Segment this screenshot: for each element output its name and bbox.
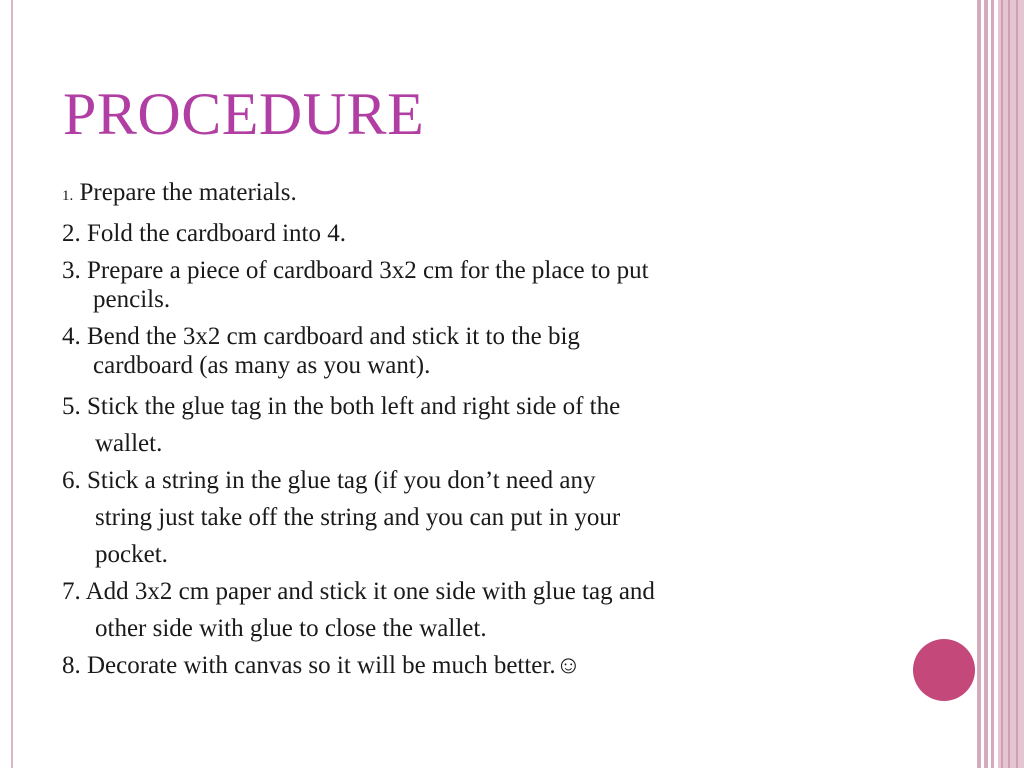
procedure-step — [62, 178, 902, 211]
decorative-stripe — [1016, 0, 1018, 768]
procedure-list — [62, 178, 902, 684]
step-text: Stick the glue tag in the both left and right side of the — [87, 393, 621, 420]
step-first-line — [62, 647, 902, 684]
step-number: 5. — [62, 393, 81, 420]
step-number: 3. — [62, 257, 81, 284]
procedure-step — [62, 388, 902, 462]
step-continuation-line: pencils. — [93, 286, 171, 313]
decorative-stripe — [1001, 0, 1003, 768]
step-text: Add 3x2 cm paper and stick it one side with glue tag and — [85, 578, 655, 605]
procedure-step — [62, 647, 902, 684]
procedure-step — [62, 322, 902, 380]
step-number: 2. — [62, 220, 81, 247]
decorative-stripe — [984, 0, 988, 768]
step-first-line — [62, 462, 902, 499]
step-continuation-line: wallet. — [95, 430, 163, 457]
step-continuation-line: string just take off the string and you can put in your — [95, 504, 621, 531]
slide-title: PROCEDURE — [63, 81, 425, 147]
decorative-stripe — [1008, 0, 1010, 768]
step-continuation-line: pocket. — [95, 541, 168, 568]
step-first-line — [62, 219, 902, 248]
procedure-step — [62, 462, 902, 573]
step-continuation-line: other side with glue to close the wallet. — [95, 615, 487, 642]
decorative-stripe — [977, 0, 981, 768]
step-first-line — [62, 256, 902, 285]
step-number: 6. — [62, 467, 81, 494]
decorative-circle — [913, 639, 975, 701]
left-border-line — [11, 0, 13, 768]
procedure-step — [62, 573, 902, 647]
step-text: Decorate with canvas so it will be much better.☺ — [87, 652, 582, 679]
step-first-line — [62, 178, 902, 211]
step-first-line — [62, 388, 902, 425]
step-first-line — [62, 573, 902, 610]
step-text: Prepare the materials. — [79, 179, 297, 206]
step-number: 7. — [62, 578, 81, 605]
step-number: 1. — [62, 188, 74, 204]
step-number: 8. — [62, 652, 81, 679]
step-text: Bend the 3x2 cm cardboard and stick it to the big — [87, 323, 580, 350]
procedure-step — [62, 219, 902, 248]
step-text: Stick a string in the glue tag (if you don’t need any — [87, 467, 596, 494]
decorative-stripe — [991, 0, 994, 768]
step-text: Fold the cardboard into 4. — [87, 220, 346, 247]
step-number: 4. — [62, 323, 81, 350]
step-text: Prepare a piece of cardboard 3x2 cm for the place to put — [87, 257, 649, 284]
step-first-line — [62, 322, 902, 351]
step-continuation-line: cardboard (as many as you want). — [93, 352, 431, 379]
procedure-step — [62, 256, 902, 314]
